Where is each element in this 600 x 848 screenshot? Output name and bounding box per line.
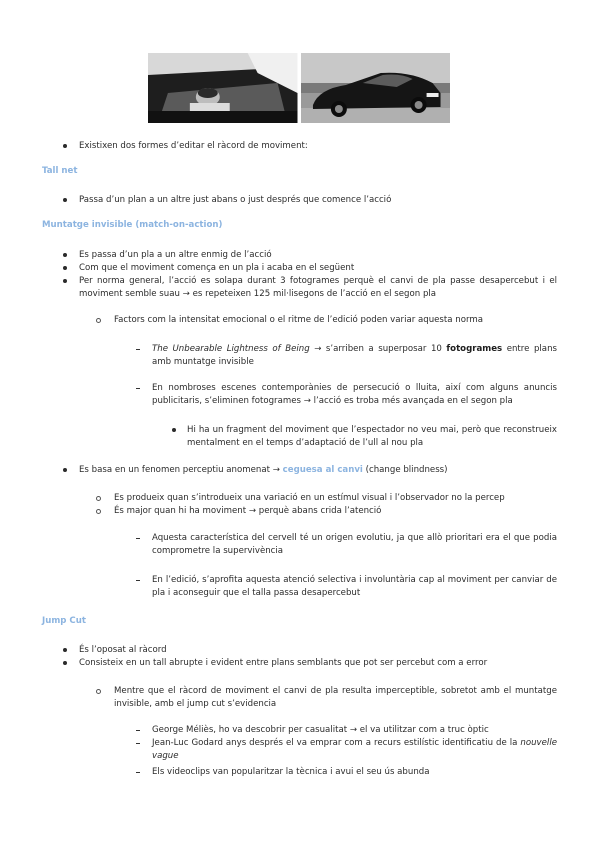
bullet-icon <box>63 468 67 472</box>
bullet-icon <box>63 661 67 665</box>
circle-bullet-icon <box>96 689 101 694</box>
muntatge-dash-2: En nombroses escenes contemporànies de persecució o lluita, així com alguns anuncis publicitaris, s’eliminen fotogrames → l’acció es troba més avançada en el segon pla <box>152 383 557 406</box>
car-exterior-photo-icon <box>301 53 451 123</box>
bullet-icon <box>63 266 67 270</box>
film-note-bold: fotogrames <box>446 344 503 354</box>
film-note-part-b: entre plans amb muntatge invisible <box>152 344 557 367</box>
heading-muntatge-invisible: Muntatge invisible (match-on-action) <box>42 220 223 230</box>
circle-bullet-icon <box>96 509 101 514</box>
bullet-icon <box>172 428 176 432</box>
dash-icon <box>136 772 140 773</box>
ceguesa-sub-2: És major quan hi ha moviment → perquè abans crida l’atenció <box>114 506 382 516</box>
circle-bullet-icon <box>96 496 101 501</box>
bullet-icon <box>63 144 67 148</box>
jump-dash-1: George Méliès, ho va descobrir per casualitat → el va utilitzar com a truc òptic <box>152 725 489 735</box>
ceguesa-dash-2: En l’edició, s’aprofita aquesta atenció selectiva i involuntària cap al moviment per canviar de pla i aconseguir que el talla passa desapercebut <box>152 575 557 598</box>
dash-icon <box>136 349 140 350</box>
muntatge-sub-1: Factors com la intensitat emocional o el ritme de l’edició poden variar aquesta norma <box>114 315 484 325</box>
muntatge-item-3: Per norma general, l’acció es solapa durant 3 fotogrames perquè el canvi de pla passe desapercebut i el moviment semble suau → es repeteixen 125 mil·lisegons de l’acció en el segon pla <box>79 276 557 299</box>
bullet-icon <box>63 648 67 652</box>
dash-icon <box>136 743 140 744</box>
jump-sub-1: Mentre que el ràcord de moviment el canvi de pla resulta imperceptible, sobretot amb el muntatge invisible, amb el jump cut s’evidencia <box>114 686 557 709</box>
ceguesa-link[interactable]: ceguesa al canvi <box>282 465 363 475</box>
ceguesa-post: (change blindness) <box>362 465 448 475</box>
jump-dash-2-italic: nouvelle vague <box>152 738 557 761</box>
heading-tall-net: Tall net <box>42 166 78 176</box>
bullet-icon <box>63 198 67 202</box>
car-exterior-photo <box>301 53 451 123</box>
ceguesa-dash-1: Aquesta característica del cervell té un origen evolutiu, ja que allò prioritari era el que podia comprometre la supervivència <box>152 533 557 556</box>
bullet-icon <box>63 279 67 283</box>
ceguesa-pre: Es basa en un fenomen perceptiu anomenat → <box>79 465 283 475</box>
jump-dash-2-text: Jean-Luc Godard anys després el va emprar com a recurs estilístic identificatiu de la <box>152 738 521 748</box>
muntatge-item-2: Com que el moviment comença en un pla i acaba en el següent <box>79 263 355 273</box>
film-note-part-a: → s’arriben a superposar 10 <box>309 344 447 354</box>
tall-net-item: Passa d’un plan a un altre just abans o just després que comence l’acció <box>79 195 392 205</box>
car-interior-photo-icon <box>148 53 298 123</box>
heading-jump-cut: Jump Cut <box>42 616 86 626</box>
film-title: The Unbearable Lightness of Being <box>152 344 310 354</box>
jump-item-2: Consisteix en un tall abrupte i evident entre plans semblants que pot ser percebut com a error <box>79 658 488 668</box>
muntatge-film-note <box>152 343 557 369</box>
intro-text: Existixen dos formes d’editar el ràcord de moviment: <box>79 141 308 151</box>
ceguesa-item <box>79 464 448 477</box>
bullet-icon <box>63 253 67 257</box>
dash-icon <box>136 388 140 389</box>
dash-icon <box>136 538 140 539</box>
photo-strip <box>148 53 450 123</box>
jump-item-1: És l’oposat al ràcord <box>79 645 167 655</box>
car-interior-photo <box>148 53 298 123</box>
circle-bullet-icon <box>96 318 101 323</box>
dash-icon <box>136 730 140 731</box>
dash-icon <box>136 580 140 581</box>
jump-dash-3: Els videoclips van popularitzar la tècnica i avui el seu ús abunda <box>152 767 430 777</box>
ceguesa-sub-1: Es produeix quan s’introdueix una variació en un estímul visual i l’observador no la percep <box>114 493 505 503</box>
muntatge-item-1: Es passa d’un pla a un altre enmig de l’acció <box>79 250 272 260</box>
jump-dash-2 <box>152 737 557 763</box>
muntatge-dot: Hi ha un fragment del moviment que l’espectador no veu mai, però que reconstrueix mentalment en el temps d’adaptació de l’ull al nou pla <box>187 425 557 448</box>
